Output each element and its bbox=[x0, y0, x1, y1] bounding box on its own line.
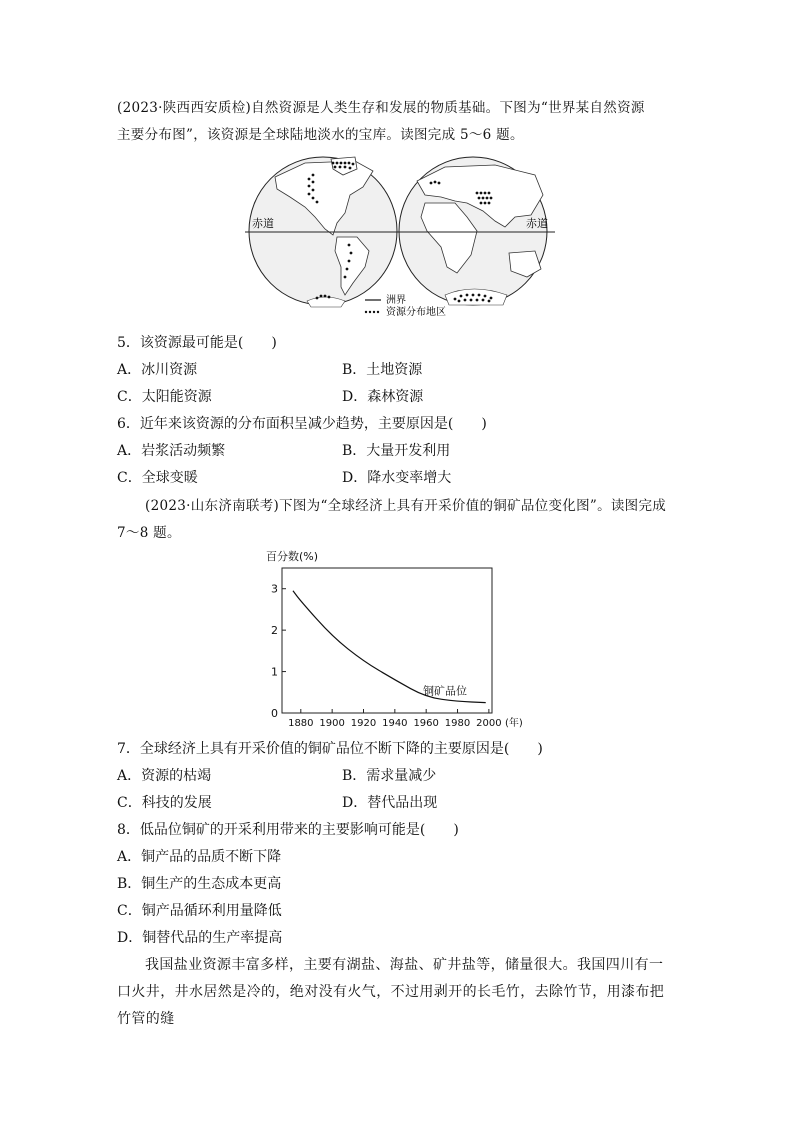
equator-label-east: 赤道 bbox=[526, 217, 548, 230]
x-tick-label: 1960 bbox=[413, 718, 439, 729]
intro2-line-1: (2023·山东济南联考)下图为“全球经济上具有开采价值的铜矿品位变化图”。读图完成 bbox=[145, 498, 667, 514]
q8-option-a: A．铜产品的品质不断下降 bbox=[117, 849, 282, 865]
y-tick-label: 0 bbox=[271, 707, 278, 720]
q7-option-c: C．科技的发展 bbox=[117, 795, 212, 811]
q7-stem: 7．全球经济上具有开采价值的铜矿品位不断下降的主要原因是( ) bbox=[117, 741, 543, 757]
q8-stem: 8．低品位铜矿的开采利用带来的主要影响可能是( ) bbox=[117, 822, 459, 838]
x-tick-label: 1940 bbox=[382, 718, 408, 729]
q5-option-b: B．土地资源 bbox=[342, 362, 423, 378]
q6-option-b: B．大量开发利用 bbox=[342, 443, 451, 459]
series-label: 铜矿品位 bbox=[422, 684, 467, 698]
q8-option-c: C．铜产品循环利用量降低 bbox=[117, 903, 282, 919]
x-tick-label: 2000 bbox=[476, 718, 502, 729]
q6-option-c: C．全球变暖 bbox=[117, 470, 198, 486]
q6-option-a: A．岩浆活动频繁 bbox=[117, 443, 226, 459]
q7-option-d: D．替代品出现 bbox=[342, 795, 438, 811]
legend-boundary: 洲界 bbox=[386, 295, 406, 306]
q7-option-a: A．资源的枯竭 bbox=[117, 768, 212, 784]
y-tick-label: 1 bbox=[271, 665, 278, 679]
y-axis-label: 百分数(%) bbox=[266, 550, 319, 563]
copper-grade-chart bbox=[262, 546, 542, 734]
x-tick-label: 1920 bbox=[350, 718, 377, 729]
x-tick-label: 1900 bbox=[319, 718, 345, 729]
q5-option-c: C．太阳能资源 bbox=[117, 389, 212, 405]
intro-line-2: 主要分布图”，该资源是全球陆地淡水的宝库。读图完成 5～6 题。 bbox=[117, 127, 524, 143]
q7-option-b: B．需求量减少 bbox=[342, 768, 437, 784]
y-tick-label: 3 bbox=[271, 582, 278, 596]
q6-stem: 6．近年来该资源的分布面积呈减少趋势，主要原因是( ) bbox=[117, 416, 487, 432]
q5-option-a: A．冰川资源 bbox=[117, 362, 198, 378]
q6-option-d: D．降水变率增大 bbox=[342, 470, 452, 486]
x-tick-label: 1980 bbox=[444, 718, 471, 729]
intro-line-1: (2023·陕西西安质检)自然资源是人类生存和发展的物质基础。下图为“世界某自然资源 bbox=[117, 100, 645, 116]
passage-text: 我国盐业资源丰富多样，主要有湖盐、海盐、矿井盐等，储量很大。我国四川有一口火井，井水居然是冷的，绝对没有火气，不过用剥开的长毛竹，去除竹节，用漆布把竹管的缝 bbox=[117, 957, 665, 1027]
q5-stem: 5．该资源最可能是( ) bbox=[117, 335, 277, 351]
x-axis-unit: (年) bbox=[505, 718, 523, 729]
intro2-line-2: 7～8 题。 bbox=[117, 525, 181, 541]
world-resource-map bbox=[245, 155, 555, 320]
equator-label-west: 赤道 bbox=[252, 217, 274, 230]
q8-option-b: B．铜生产的生态成本更高 bbox=[117, 876, 282, 892]
q5-option-d: D．森林资源 bbox=[342, 389, 424, 405]
y-tick-label: 2 bbox=[271, 624, 278, 638]
legend-resource: 资源分布地区 bbox=[386, 307, 446, 318]
x-tick-label: 1880 bbox=[288, 718, 314, 729]
q8-option-d: D．铜替代品的生产率提高 bbox=[117, 930, 283, 946]
